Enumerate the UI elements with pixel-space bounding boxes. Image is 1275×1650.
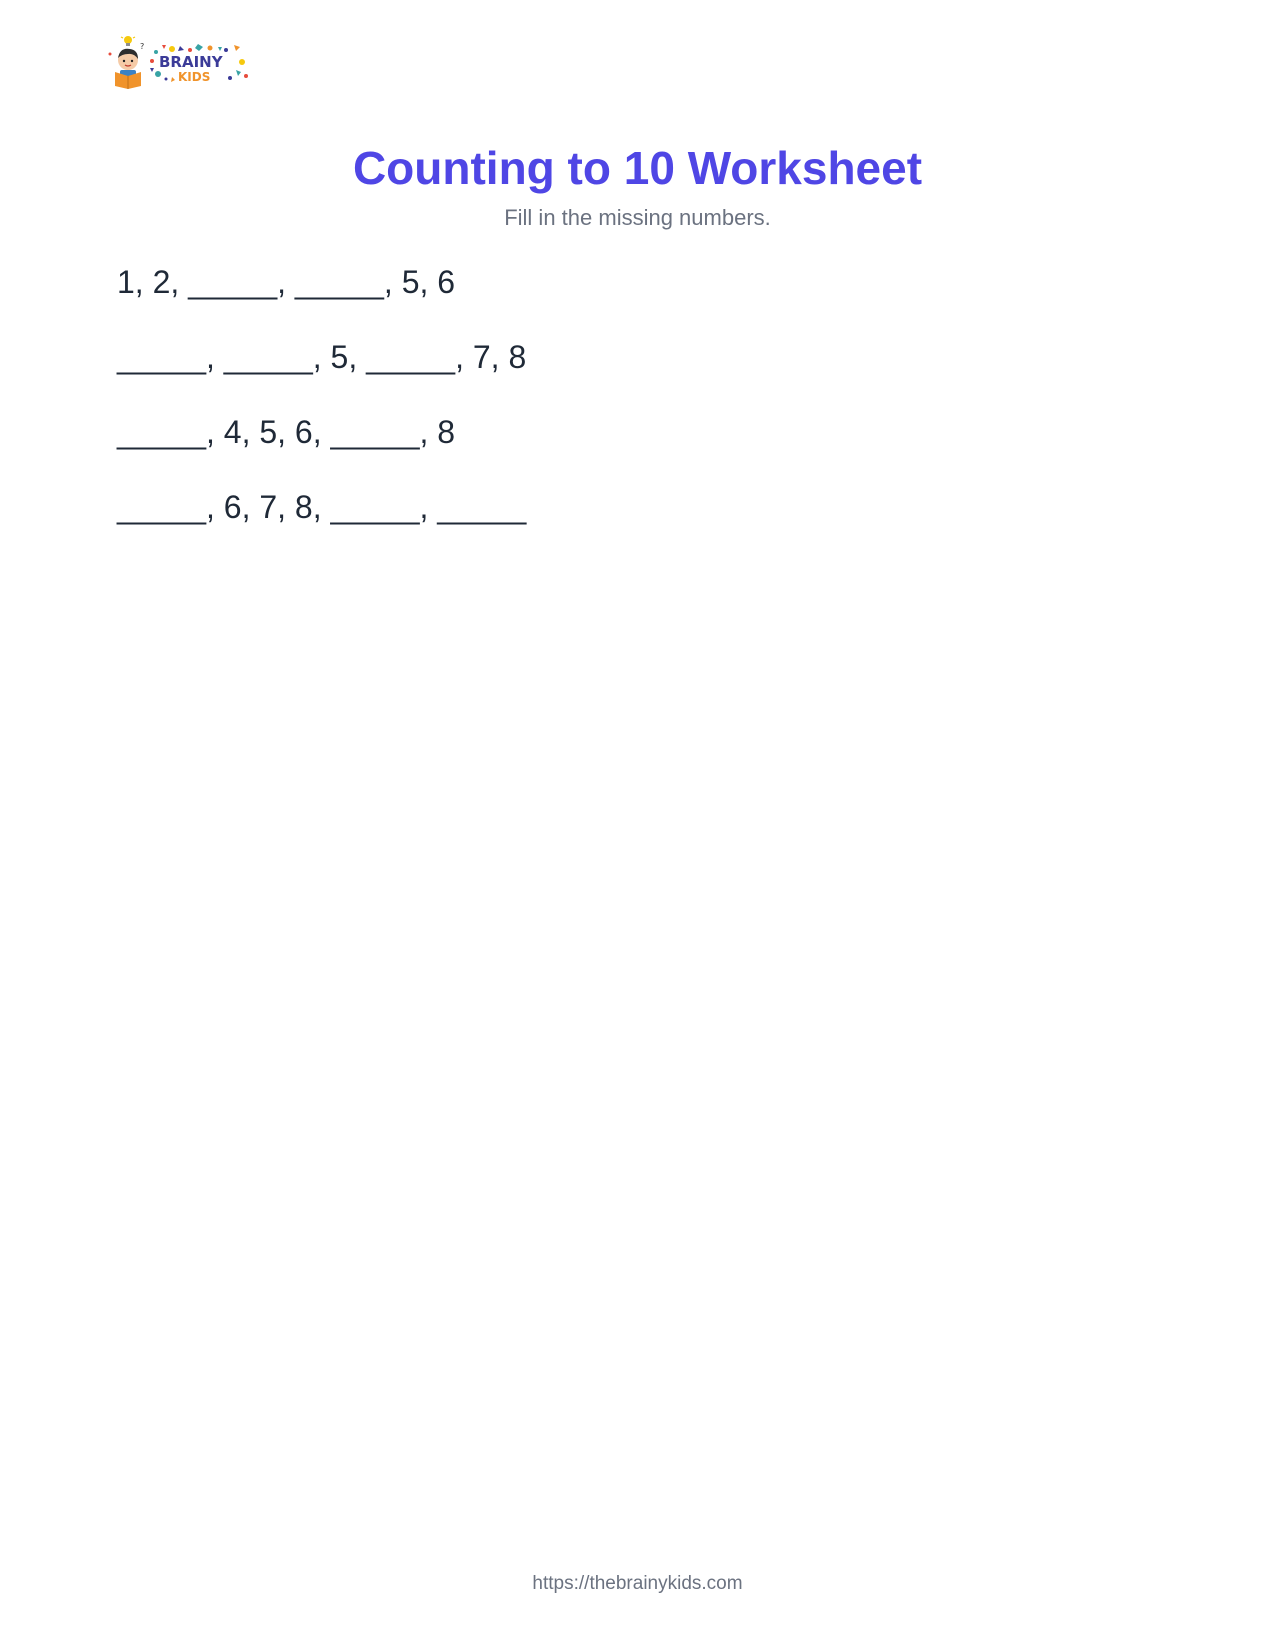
- page-title: Counting to 10 Worksheet: [352, 142, 923, 194]
- problem-row-2: _____, _____, 5, _____, 7, 8: [117, 339, 527, 375]
- problem-row-1: 1, 2, _____, _____, 5, 6: [117, 264, 456, 300]
- problem-row-3: _____, 4, 5, 6, _____, 8: [117, 414, 456, 450]
- brainy-kids-logo-graphic: [106, 32, 256, 98]
- svg-text:?: ?: [140, 42, 145, 51]
- brainy-kids-logo: [106, 32, 256, 98]
- logo-text-top: BRAINY: [159, 53, 223, 71]
- logo-text-bottom: KIDS: [178, 70, 211, 84]
- problem-list: [117, 262, 526, 562]
- footer-url[interactable]: https://thebrainykids.com: [532, 1573, 743, 1594]
- problem-row-4: _____, 6, 7, 8, _____, _____: [117, 489, 527, 525]
- page-subtitle: Fill in the missing numbers.: [504, 205, 771, 230]
